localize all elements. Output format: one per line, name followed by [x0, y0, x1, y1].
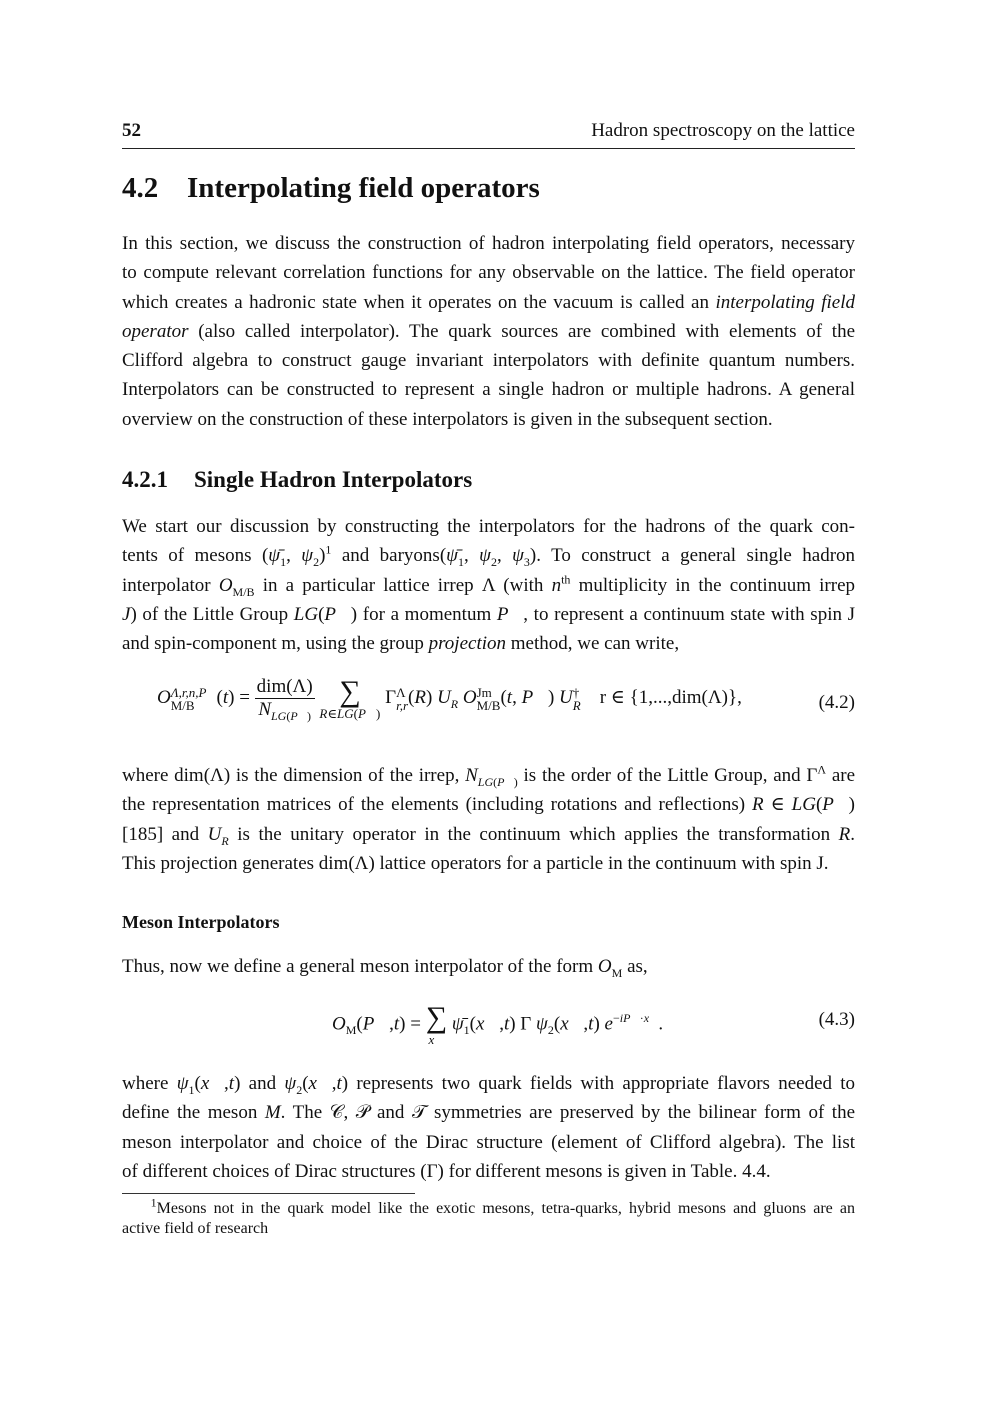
emphasis-text: interpolating field	[715, 291, 855, 313]
text-line: define the meson M. The 𝒞, 𝒫 and 𝒯 symmetries are preserved by the bilinear form of the	[122, 1102, 856, 1124]
footnote-marker: 1	[325, 542, 332, 557]
emphasis-text: operator	[122, 320, 189, 342]
text-line: We start our discussion by constructing the interpolators for the hadrons of the quark con-	[122, 516, 855, 537]
text-line: of different choices of Dirac structures (Γ) for different mesons is given in Table. 4.4.	[122, 1160, 771, 1182]
section-heading	[122, 172, 540, 205]
footnote-line: $^1$Mesons not in the quark model like the exotic mesons, tetra-quarks, hybrid mesons and gluons are an	[150, 1195, 856, 1217]
intro-line: to compute relevant correlation functions for any observable on the lattice. The field operator	[122, 262, 855, 284]
meson-fields-paragraph	[122, 1069, 855, 1186]
intro-line: operator (also called interpolator). The quark sources are combined with elements of the	[122, 320, 856, 342]
emphasis-text: projection	[428, 633, 507, 655]
meson-intro-paragraph	[122, 952, 855, 981]
text-line: This projection generates dim(Λ) lattice operators for a particle in the continuum with spin J.	[122, 852, 829, 874]
equation-body: $O_M(P⃗,t)$ = ∑ x⃗ $\psī_1(x⃗,t)$ Γ $\psi_2(x⃗,t)$ $e^{-iP⃗\cdot x⃗}$.	[332, 1001, 664, 1047]
text-line: where dim(Λ) is the dimension of the irrep, $N_{LG(P⃗)}$ is the order of the Little Group, and $\Gamma^\Lambda$ are	[122, 762, 856, 789]
footnote	[122, 1195, 856, 1239]
summation-symbol: ∑ x⃗	[425, 1001, 448, 1047]
intro-line: In this section, we discuss the construction of hadron interpolating field operators, necessary	[122, 233, 855, 254]
equation-4-2	[122, 676, 855, 736]
text-line: tents of mesons ($\psī_1$, $\psi_2)^1$ and $baryons(\psī_1$, $\psi_2$, $\psi_3$). To construct a general single hadron	[122, 542, 856, 570]
text-line: where $\psi_1(x⃗,t)$ and $\psi_2(x⃗,t)$ represents two quark fields with appropriate flavors needed to	[122, 1073, 856, 1097]
section-title: Interpolating field operators	[187, 172, 540, 204]
intro-line: Clifford algebra to construct gauge invariant interpolators with definite quantum numbers.	[122, 350, 855, 372]
footnote-line: active field of research	[122, 1220, 269, 1237]
subsection-number: 4.2.1	[122, 467, 168, 492]
equation-body: O Λ,r,n,P⃗ M/B (t) = $\frac{\text{dim(Λ)}}{N_{LG(P⃗)}}$ ∑ R∈LG(P⃗) Γ Λ r,r (R) $U_R$ O Jm M/B (t, P⃗) U † R r ∈ {1,...,dim(Λ)},	[157, 674, 742, 723]
subsection-heading	[122, 467, 472, 493]
text-line: and spin-component m, using the group projection method, we can write,	[122, 633, 680, 655]
intro-paragraph	[122, 229, 855, 434]
equation-4-3	[122, 1003, 855, 1049]
intro-line: overview on the construction of these interpolators is given in the subsequent section.	[122, 408, 773, 430]
page-number: 52	[122, 120, 141, 141]
text-line: [185] and $U_R$ is the unitary operator in the continuum which applies the transformation R.	[122, 823, 856, 848]
footnote-divider	[122, 1193, 415, 1194]
intro-line: which creates a hadronic state when it operates on the vacuum is called an interpolating field	[122, 291, 855, 313]
text-line: interpolator $O_{M/B}$ in a particular lattice irrep Λ (with $n^{th}$ multiplicity in the continuum irrep	[122, 572, 856, 599]
subsection-title: Single Hadron Interpolators	[194, 467, 473, 492]
projection-paragraph	[122, 761, 855, 878]
text-line: J) of the Little Group LG(P⃗) for a momentum P⃗, to represent a continuum state with spin J	[122, 603, 856, 625]
running-title: Hadron spectroscopy on the lattice	[591, 120, 855, 141]
text-line: meson interpolator and choice of the Dirac structure (element of Clifford algebra). The list	[122, 1131, 855, 1153]
section-number: 4.2	[122, 172, 159, 204]
fraction: $\frac{\text{dim(Λ)}}{N_{LG(P⃗)}}$	[256, 676, 313, 723]
equation-condition: r ∈ {1,...,dim(Λ)},	[599, 686, 742, 708]
text-line: Thus, now we define a general meson interpolator of the form $O_M$ as,	[122, 956, 648, 980]
meson-interpolators-heading: Meson Interpolators	[122, 912, 280, 932]
page-header	[122, 120, 855, 149]
single-hadron-paragraph	[122, 512, 855, 658]
summation-symbol: ∑ R∈LG(P⃗)	[319, 674, 381, 721]
equation-number: (4.3)	[818, 1009, 855, 1030]
text-line: the representation matrices of the elements (including rotations and reflections) R ∈ LG(P⃗)	[122, 794, 855, 816]
intro-line: Interpolators can be constructed to represent a single hadron or multiple hadrons. A general	[122, 379, 855, 401]
equation-number: (4.2)	[818, 692, 855, 713]
